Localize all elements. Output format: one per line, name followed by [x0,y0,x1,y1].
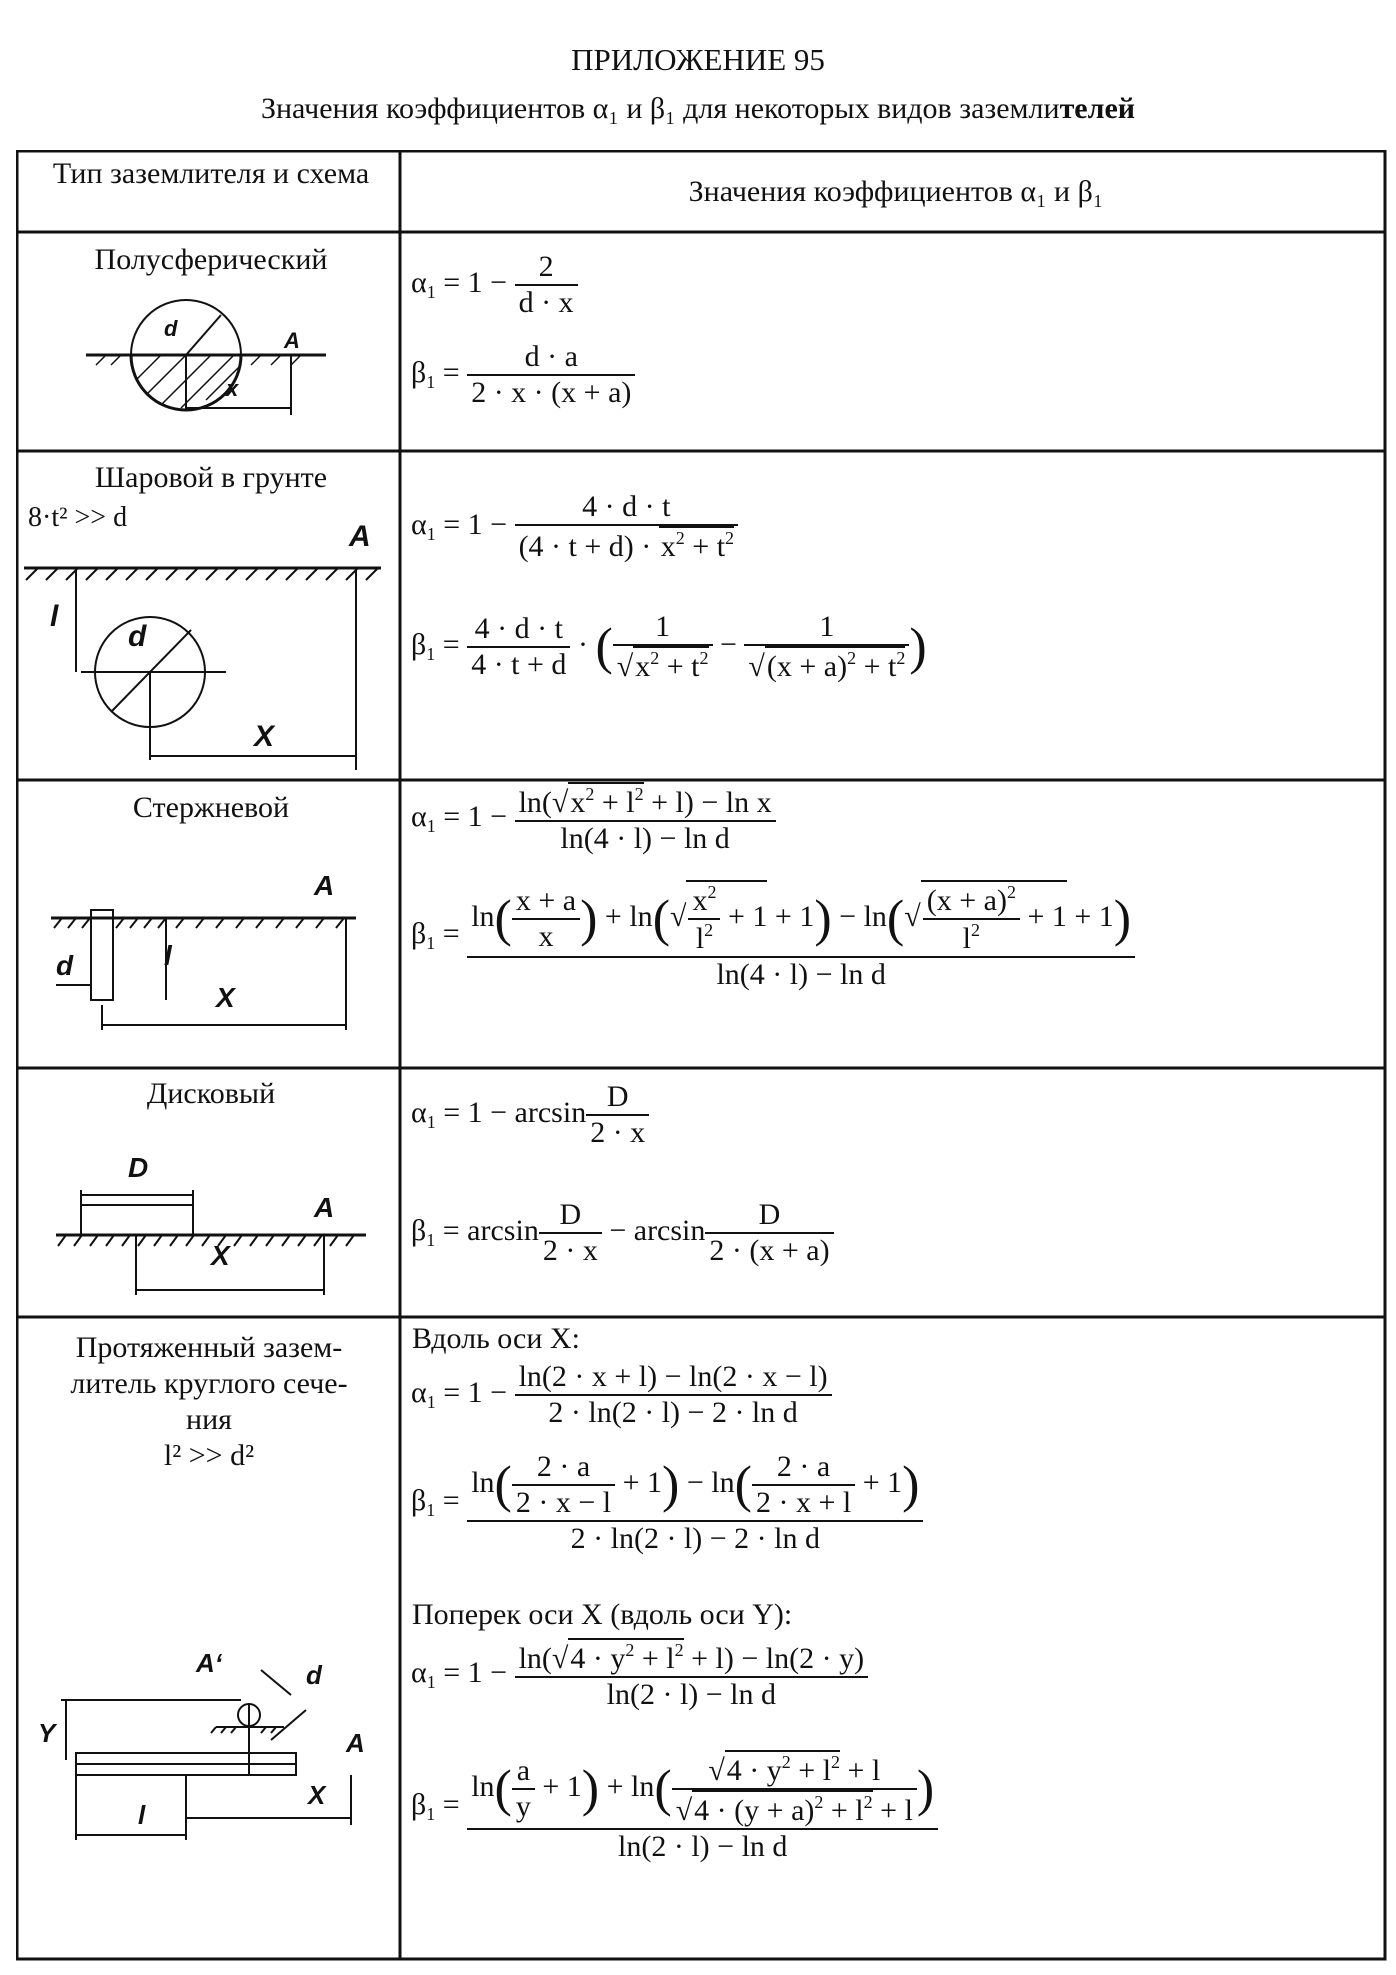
row-beta-rod: $\beta_1$ = ln( $\frac{x + a}{x}$ ) + ln(√ $\frac{x^2}{l^2}$ + 1 + 1) − ln(√ $\frac{(x + a)^2}{l^2}$ + 1 + 1) ln(4 · l) − ln d [411,880,1135,992]
row-type-extended [22,1330,396,1474]
col2-header: Значения коэффициентов α₁ и β₁ [688,175,1104,208]
along-x-label: Вдоль оси X: [412,1322,580,1355]
row-type-hemisphere: Полусферический [94,243,328,276]
label-A: A [284,328,300,353]
row-type-extended-line2: литель круглого сече- [70,1367,348,1400]
row-type-extended-line3: ния [186,1403,232,1436]
label-X: X [216,982,235,1013]
label-D: D [128,1152,149,1183]
label-X: X [254,720,275,753]
label-X: X [308,1780,326,1810]
row-type-rod: Стержневой [132,791,290,824]
label-l: l [138,1800,146,1830]
label-X: X [211,1240,230,1271]
rod-diagram [51,910,356,1030]
label-A: A [314,870,335,901]
hemisphere-diagram [86,300,326,415]
label-x: x [226,376,239,401]
row-type-ball: Шаровой в грунте [94,461,328,494]
row-beta-ball: $\beta_1$ = $\frac{4 \cdot d \cdot t}{4 \cdot t + d}$ · ( $\frac{1}{√x^2 + t^2}$ − $\frac{1}{√(x + a)^2 + t^2}$ ) [411,610,927,683]
row-beta-x-extended: $\beta_1$ = ln( $\frac{2 \cdot a}{2 \cdot x - l}$ + 1) − ln( $\frac{2 \cdot a}{2 \cdot x + l}$ + 1) 2 · ln(2 · l) − 2 · ln d [411,1450,923,1556]
row-alpha-x-extended: $\alpha_1 = 1$ − $\frac{\ln(2 \cdot x + l) - \ln(2 \cdot x - l)}{\text{2 · ln(2 · l) − 2 · ln d}}$ [411,1360,832,1430]
label-d: d [164,316,178,341]
label-l: l [164,940,172,971]
row-beta-hemisphere: $\beta_1$ = $\frac{d \cdot a}{2 \cdot x \cdot (x + a)}$ [411,340,635,410]
row-type-extended-line1: Протяженный зазем- [75,1331,343,1364]
label-d: d [56,950,74,981]
col1-header: Тип заземлителя и схема [52,157,370,190]
row-condition-extended: l² >> d² [163,1439,255,1472]
row-alpha-y-extended: $\alpha_1 = 1$ − $\frac{\ln(√4 \cdot y^2 + l^2 + l) - \ln(2 \cdot y)}{\text{ln(2 · l) − ln d}}$ [411,1638,868,1712]
row-alpha-rod: $\alpha_1 = 1$ − $\frac{\ln(√x^2 + l^2 + l) - \ln x}{\text{ln(4 · l) − ln d}}$ [411,782,776,856]
subtitle-regular: Значения коэффициентов α₁ и β₁ для некоторых видов заземли [260,92,1060,125]
label-Y: Y [38,1718,56,1748]
label-A: A [349,520,371,553]
row-alpha-hemisphere: $\alpha_1 = 1$ − $\frac{2}{d \cdot x}$ [411,250,578,320]
label-A: A [314,1192,335,1223]
page-title: ПРИЛОЖЕНИЕ 95 [571,42,825,77]
label-d: d [306,1660,322,1690]
coefficients-table [16,150,1388,1962]
label-d: d [128,620,147,653]
label-A: A [346,1728,365,1758]
subtitle-bold: телей [1059,92,1136,125]
extended-electrode-diagram [61,1670,351,1840]
row-type-disk: Дисковый [146,1077,276,1110]
row-condition-ball: 8·t² >> d [28,502,128,533]
ball-diagram [24,568,381,770]
row-beta-y-extended: $\beta_1$ = ln( $\frac{a}{y}$ + 1) + ln( $\frac{√4 \cdot y^2 + l^2 + l}{√4 \cdot (y + a)^2 + l^2 + l}$ ) ln(2 · l) − ln d [411,1750,938,1864]
label-l: l [50,600,59,633]
row-alpha-disk: $\alpha_1 = 1 - \arcsin$ $\frac{D}{2 \cdot x}$ [411,1080,649,1150]
across-x-label: Поперек оси X (вдоль оси Y): [412,1598,793,1631]
row-beta-disk: $\beta_1 = \arcsin$ $\frac{D}{2 \cdot x}$ − arcsin $\frac{D}{2 \cdot (x + a)}$ [411,1198,834,1268]
label-A-prime: A‘ [196,1648,222,1678]
page-subtitle [0,92,1396,126]
row-alpha-ball: $\alpha_1 = 1$ − $\frac{4 \cdot d \cdot t}{(4 \cdot t + d) \cdot x^2 + t^2}$ [411,490,738,564]
